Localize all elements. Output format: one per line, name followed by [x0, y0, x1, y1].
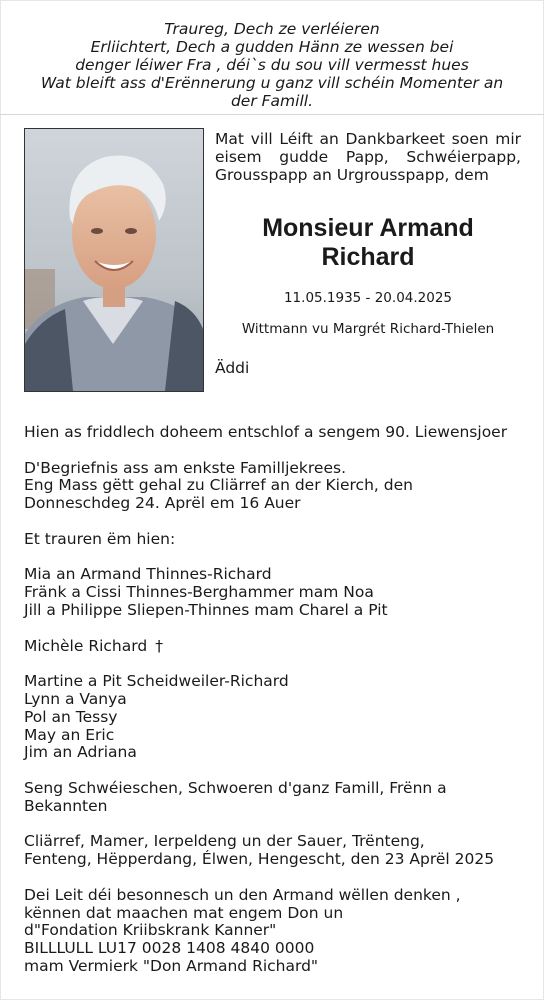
- child-name: Michèle Richard: [24, 636, 148, 655]
- text-line: BILLLULL LU17 0028 1408 4840 0000: [24, 939, 315, 958]
- family-line: Martine a Pit Scheidweiler-Richard: [24, 672, 289, 691]
- text-line: Hien as friddlech doheem entschlof a sengem 90. Liewensjoer: [24, 423, 508, 441]
- obituary-body: [24, 424, 524, 976]
- family-group-1: [24, 566, 524, 619]
- portrait-photo: [24, 128, 204, 392]
- family-line: Mia an Armand Thinnes-Richard: [24, 565, 272, 584]
- family-line: Jill a Philippe Sliepen-Thinnes mam Charel a Pit: [24, 600, 388, 619]
- text-line: mam Vermierk "Don Armand Richard": [24, 956, 319, 975]
- text-line: Fenteng, Hëpperdang, Élwen, Hengescht, den 23 Aprël 2025: [24, 850, 495, 869]
- text-line: Donneschdeg 24. Aprël em 16 Auer: [24, 494, 301, 513]
- text-line: Seng Schwéieschen, Schwoeren d'ganz Famill, Frënn a: [24, 778, 447, 797]
- poem-line: der Famill.: [230, 92, 314, 110]
- farewell-word: Äddi: [215, 359, 250, 377]
- family-group-2: [24, 673, 524, 762]
- text-line: Eng Mass gëtt gehal zu Cliärref an der Kierch, den: [24, 476, 413, 495]
- places-date: [24, 833, 524, 869]
- family-line: Lynn a Vanya: [24, 689, 127, 708]
- death-notice: [24, 424, 524, 442]
- intro-text: [215, 130, 521, 184]
- donation-info: [24, 887, 524, 976]
- name-line-2: Richard: [321, 243, 415, 271]
- life-dates: 11.05.1935 - 20.04.2025: [283, 290, 453, 306]
- widower-of: Wittmann vu Margrét Richard-Thielen: [241, 321, 495, 337]
- text-line: Dei Leit déi besonnesch un den Armand wëllen denken ,: [24, 885, 461, 904]
- poem-line: Erliichtert, Dech a gudden Hänn ze wessen bei: [90, 38, 454, 56]
- mourners-intro: [24, 531, 524, 549]
- family-line: Pol an Tessy: [24, 707, 118, 726]
- text-line: d"Fondation Kriibskrank Kanner": [24, 921, 277, 940]
- relatives: [24, 780, 524, 816]
- intro-line: Mat vill Léift an Dankbarkeet soen mir: [215, 130, 521, 148]
- text-line: Bekannten: [24, 796, 108, 815]
- text-line: kënnen dat maachen mat engem Don un: [24, 903, 344, 922]
- name-line-1: Monsieur Armand: [262, 214, 474, 242]
- intro-line: eisem gudde Papp, Schwéierpapp,: [215, 148, 521, 166]
- cross-icon: †: [155, 636, 163, 655]
- memorial-poem: [20, 20, 524, 110]
- poem-line: denger léiwer Fra , déi`s du sou vill vermesst hues: [75, 56, 469, 74]
- family-line: May an Eric: [24, 725, 115, 744]
- poem-line: Wat bleift ass d'Erënnerung u ganz vill schéin Momenter an: [40, 74, 504, 92]
- poem-line: Traureg, Dech ze verléieren: [164, 20, 380, 38]
- section-divider: [0, 114, 544, 115]
- text-line: D'Begriefnis ass am enkste Familljekrees.: [24, 458, 346, 477]
- intro-line: Grousspapp an Urgrousspapp, dem: [215, 166, 489, 184]
- deceased-child: [24, 638, 524, 656]
- portrait-illustration: [25, 129, 203, 391]
- text-line: Cliärref, Mamer, Ierpeldeng un der Sauer, Trënteng,: [24, 832, 425, 851]
- family-line: Jim an Adriana: [24, 743, 137, 762]
- deceased-name: [215, 214, 521, 272]
- family-line: Fränk a Cissi Thinnes-Berghammer mam Noa: [24, 583, 374, 602]
- text-line: Et trauren ëm hien:: [24, 529, 176, 548]
- funeral-info: [24, 460, 524, 513]
